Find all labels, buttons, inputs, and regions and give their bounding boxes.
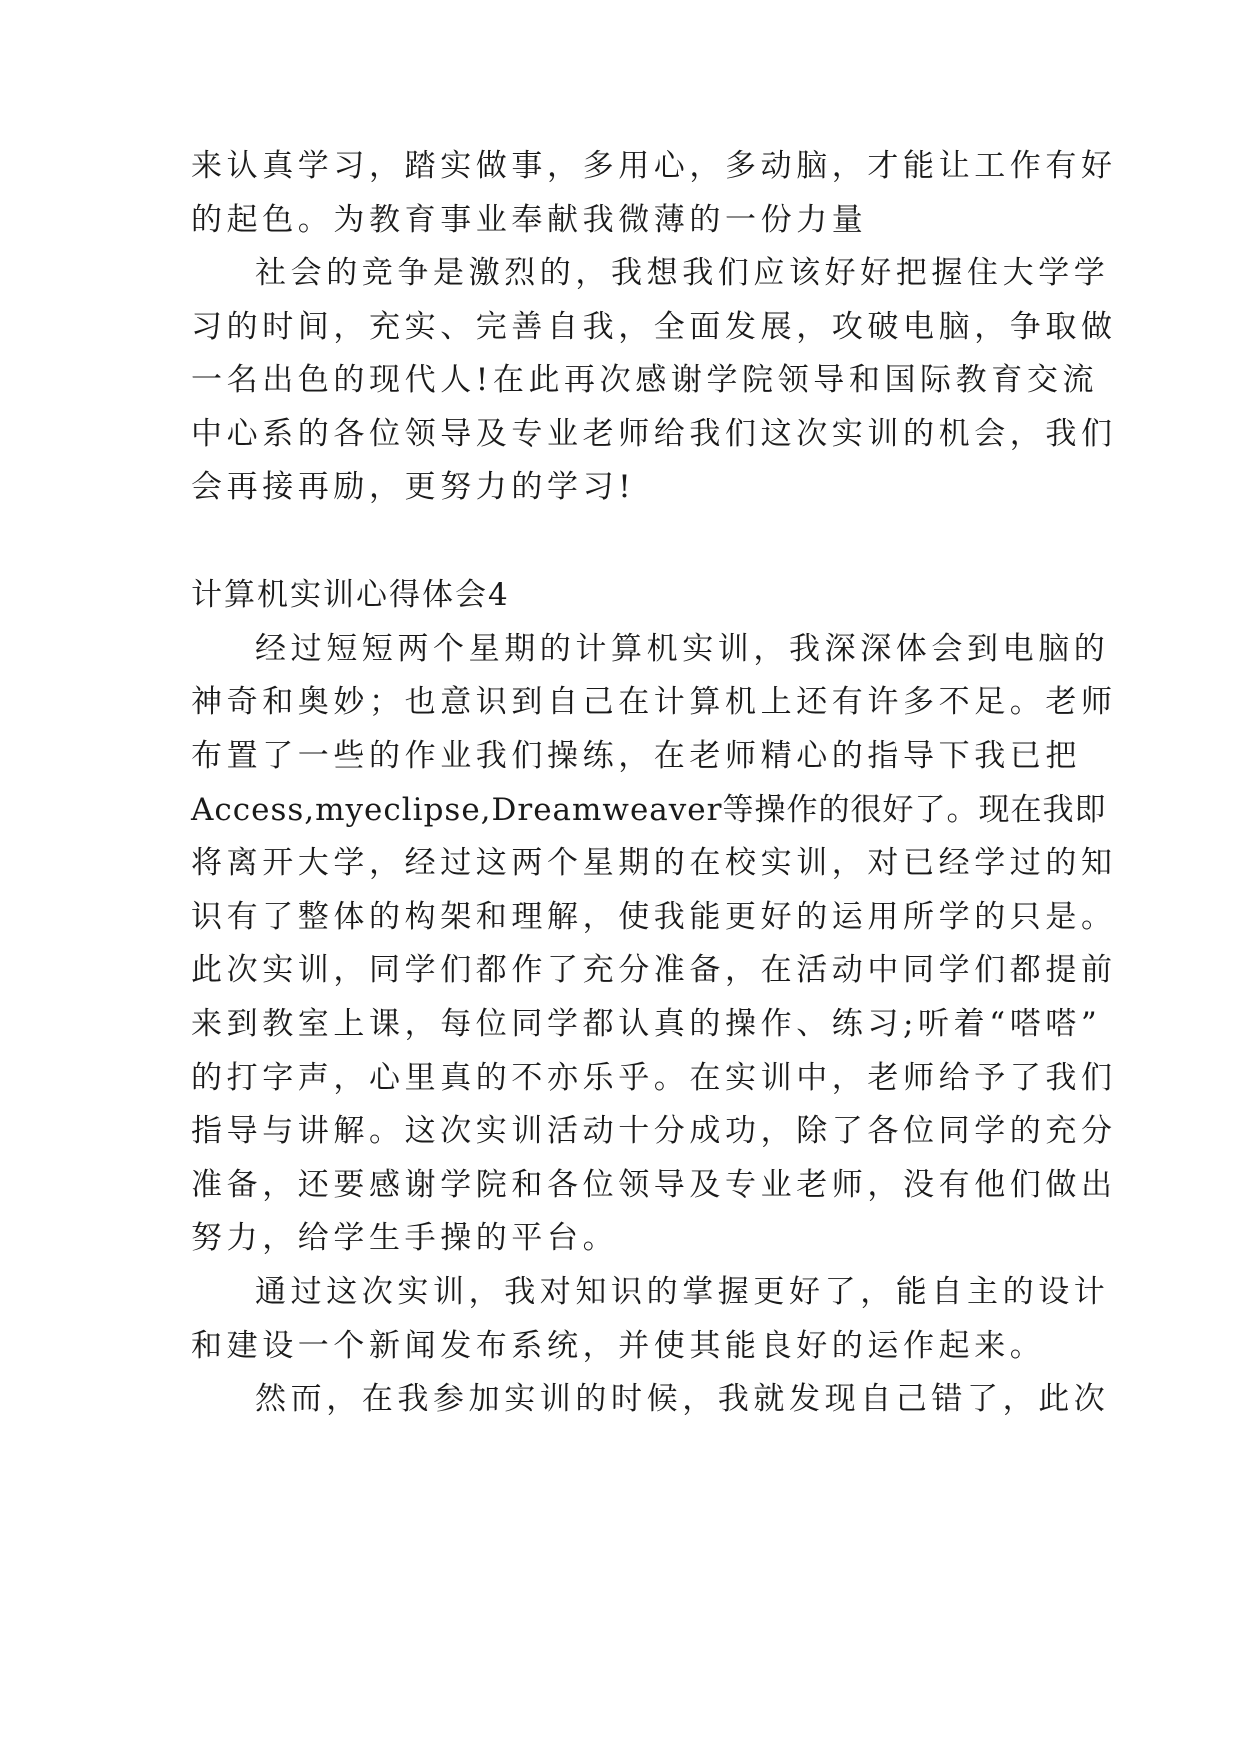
text-line: 通过这次实训，我对知识的掌握更好了，能自主的设计 — [255, 1274, 1110, 1310]
section-heading: 计算机实训心得体会4 — [191, 577, 510, 613]
text-line: 努力，给学生手操的平台。 — [191, 1220, 619, 1256]
text-line: 经过短短两个星期的计算机实训，我深深体会到电脑的 — [255, 631, 1110, 667]
text-line: 一名出色的现代人!在此再次感谢学院领导和国际教育交流 — [191, 362, 1099, 398]
text-line: 社会的竞争是激烈的，我想我们应该好好把握住大学学 — [255, 255, 1110, 291]
text-line: 的打字声，心里真的不亦乐乎。在实训中，老师给予了我们 — [191, 1060, 1117, 1096]
text-line: 指导与讲解。这次实训活动十分成功，除了各位同学的充分 — [191, 1113, 1117, 1149]
text-line: 习的时间，充实、完善自我，全面发展，攻破电脑，争取做 — [191, 309, 1117, 345]
text-line: 神奇和奥妙；也意识到自己在计算机上还有许多不足。老师 — [191, 684, 1117, 720]
text-line: 来认真学习，踏实做事，多用心，多动脑，才能让工作有好 — [191, 148, 1117, 184]
text-line: 的起色。为教育事业奉献我微薄的一份力量 — [191, 202, 868, 238]
text-line: 然而，在我参加实训的时候，我就发现自己错了，此次 — [255, 1381, 1110, 1417]
text-line: 准备，还要感谢学院和各位领导及专业老师，没有他们做出 — [191, 1167, 1117, 1203]
text-line: 将离开大学，经过这两个星期的在校实训，对已经学过的知 — [191, 845, 1117, 881]
text-line: 识有了整体的构架和理解，使我能更好的运用所学的只是。 — [191, 899, 1117, 935]
text-line: 布置了一些的作业我们操练，在老师精心的指导下我已把 — [191, 738, 1081, 774]
text-line: 中心系的各位领导及专业老师给我们这次实训的机会，我们 — [191, 416, 1117, 452]
text-line: Access,myeclipse,Dreamweaver等操作的很好了。现在我即 — [191, 792, 1107, 828]
text-line: 此次实训，同学们都作了充分准备，在活动中同学们都提前 — [191, 952, 1117, 988]
text-line: 来到教室上课，每位同学都认真的操作、练习;听着“嗒嗒” — [191, 1006, 1102, 1042]
text-line: 和建设一个新闻发布系统，并使其能良好的运作起来。 — [191, 1328, 1046, 1364]
text-line: 会再接再励，更努力的学习! — [191, 469, 636, 505]
